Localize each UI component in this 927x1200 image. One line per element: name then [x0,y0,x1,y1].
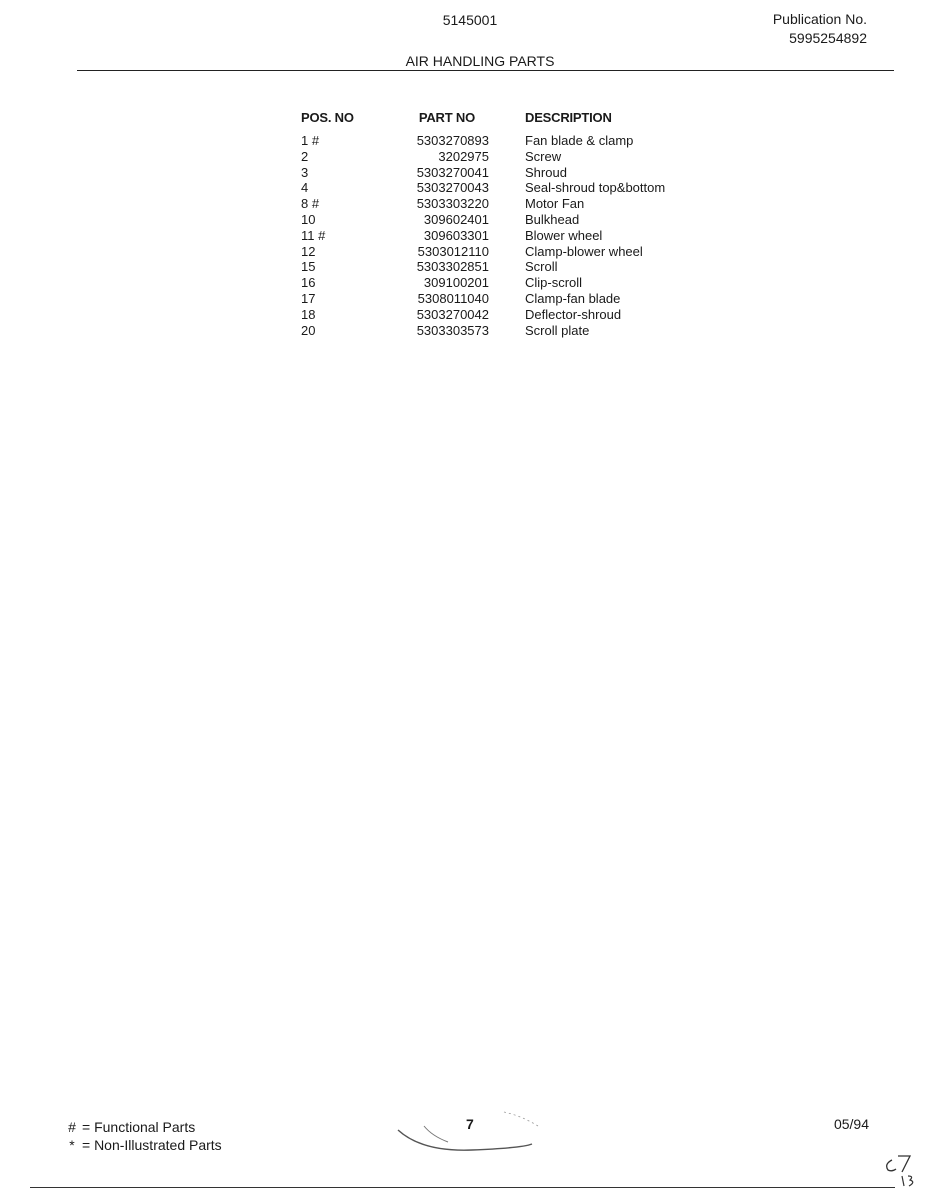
column-header-pos: POS. NO [301,110,354,125]
description-cell: Fan blade & clamp [525,133,634,148]
table-row [301,165,665,181]
table-row [301,149,665,165]
pos-cell: 8 # [301,196,320,212]
pos-cell: 4 [301,180,309,196]
part-number-cell: 5303270043 [416,180,489,196]
publication-number: 5995254892 [789,30,867,46]
pos-cell: 16 [301,275,316,291]
pos-cell: 17 [301,290,316,306]
table-row [301,133,665,149]
page-number: 7 [466,1116,474,1132]
part-number-cell: 5303303220 [416,196,489,212]
pos-cell: 3 [301,164,309,180]
legend [62,1118,222,1154]
handwritten-mark [880,1152,920,1187]
pos-cell: 10 [301,211,316,227]
legend-symbol: # [68,1119,76,1135]
table-row [301,196,665,212]
description-cell: Clip-scroll [525,275,583,291]
description-cell: Screw [525,148,562,164]
table-row [301,228,665,244]
legend-item-functional [62,1118,222,1136]
parts-table [301,110,665,338]
table-row [301,180,665,196]
table-row [301,212,665,228]
part-number-cell: 5303270893 [416,133,489,148]
publication-info [773,10,867,48]
pos-cell: 11 # [301,227,326,243]
description-cell: Bulkhead [525,211,580,227]
pos-cell: 2 [301,148,309,164]
table-row [301,244,665,260]
revision-date: 05/94 [833,1116,869,1132]
section-title: AIR HANDLING PARTS [405,53,555,69]
column-header-part: PART NO [418,110,475,125]
legend-symbol: * [69,1137,75,1153]
pos-cell: 1 # [301,133,320,148]
table-row [301,259,665,275]
part-number-cell: 309602401 [423,211,489,227]
part-number-cell: 5308011040 [417,290,489,306]
header-divider [77,70,894,71]
description-cell: Clamp-blower wheel [525,243,643,259]
part-number-cell: 5303270042 [416,306,489,322]
table-row [301,307,665,323]
description-cell: Shroud [525,164,567,180]
description-cell: Seal-shroud top&bottom [525,180,666,196]
pos-cell: 12 [301,243,316,259]
description-cell: Motor Fan [525,196,585,212]
legend-text: = Non-Illustrated Parts [82,1137,222,1153]
parts-table-body [301,133,665,338]
table-row [301,323,665,339]
part-number-cell: 309603301 [423,227,489,243]
part-number-cell: 5303012110 [417,243,489,259]
column-header-description: DESCRIPTION [525,110,612,125]
publication-label: Publication No. [772,11,867,27]
legend-item-non-illustrated [62,1136,222,1154]
pos-cell: 18 [301,306,316,322]
part-number-cell: 3202975 [438,148,489,164]
legend-text: = Functional Parts [82,1119,196,1135]
table-row [301,275,665,291]
description-cell: Scroll [525,259,558,275]
description-cell: Blower wheel [525,227,603,243]
model-number: 5145001 [442,12,498,28]
part-number-cell: 5303303573 [416,322,489,338]
part-number-cell: 309100201 [423,275,489,291]
description-cell: Clamp-fan blade [525,290,621,306]
footer-divider [30,1187,895,1188]
description-cell: Scroll plate [525,322,590,338]
description-cell: Deflector-shroud [525,306,622,322]
part-number-cell: 5303270041 [416,164,489,180]
table-row [301,291,665,307]
pos-cell: 20 [301,322,316,338]
pos-cell: 15 [301,259,316,275]
table-header-row [301,110,665,133]
part-number-cell: 5303302851 [416,259,489,275]
